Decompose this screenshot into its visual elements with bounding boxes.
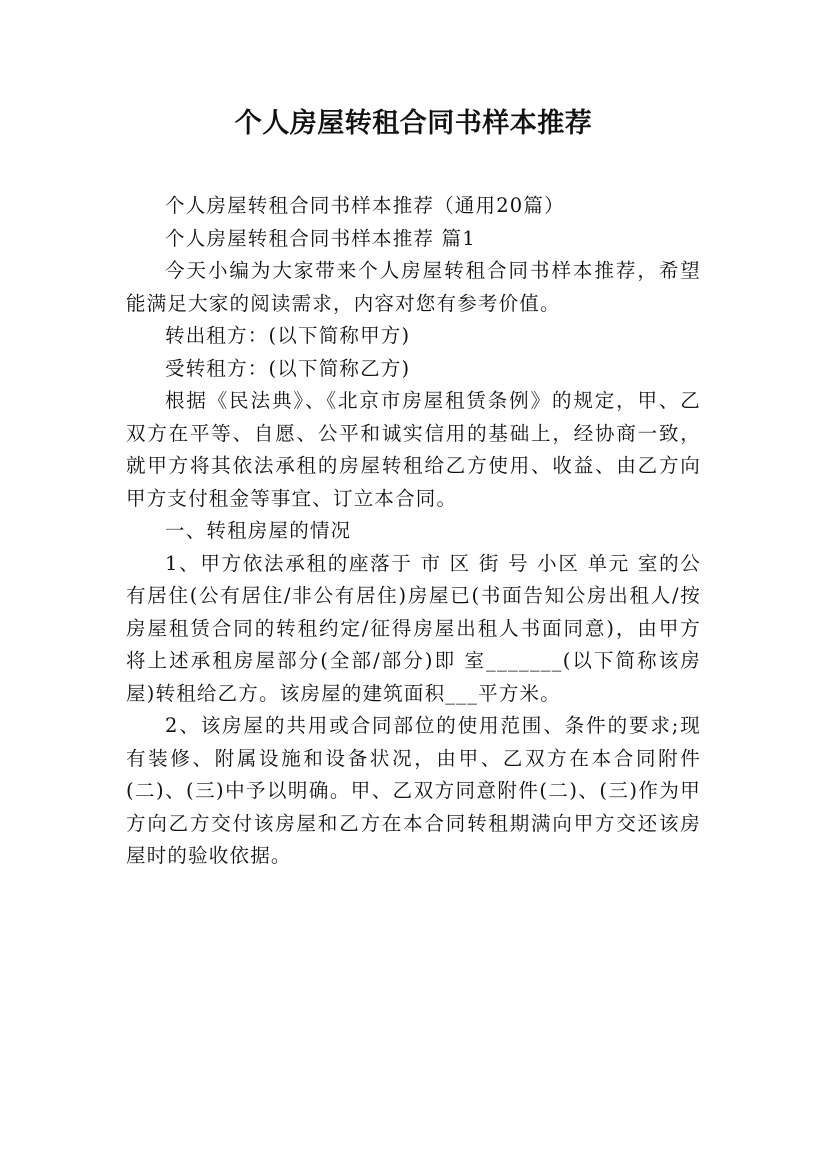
paragraph-clause-2: 2、该房屋的共用或合同部位的使用范围、条件的要求;现有装修、附属设施和设备状况，由甲、乙双方在本合同附件(二)、(三)中予以明确。甲、乙双方同意附件(二)、(三)作为甲方向乙方交付该房屋和乙方在本合同转租期满向甲方交还该房屋时的验收依据。 (126, 714, 701, 867)
paragraph-party-b: 受转租方：(以下简称乙方) (165, 356, 411, 380)
document-body (126, 190, 701, 873)
paragraph-intro: 今天小编为大家带来个人房屋转租合同书样本推荐，希望能满足大家的阅读需求，内容对您有参考价值。 (126, 259, 701, 315)
paragraph-basis: 根据《民法典》、《北京市房屋租赁条例》的规定，甲、乙双方在平等、自愿、公平和诚实信用的基础上，经协商一致，就甲方将其依法承租的房屋转租给乙方使用、收益、由乙方向甲方支付租金等事宜、订立本合同。 (126, 389, 701, 510)
paragraph-party-a: 转出租方：(以下简称甲方) (165, 324, 411, 347)
document-title: 个人房屋转租合同书样本推荐 (234, 108, 593, 139)
paragraph-clause-heading: 一、转租房屋的情况 (165, 519, 352, 542)
paragraph-subtitle: 个人房屋转租合同书样本推荐（通用20篇） (165, 194, 565, 217)
paragraph-section-heading: 个人房屋转租合同书样本推荐 篇1 (165, 226, 476, 250)
paragraph-clause-1: 1、甲方依法承租的座落于 市 区 街 号 小区 单元 室的公有居住(公有居住/非公有居住)房屋已(书面告知公房出租人/按房屋租赁合同的转租约定/征得房屋出租人书面同意)，由甲方将上述承租房屋部分(全部/部分)即 室_______(以下简称该房屋)转租给乙方。该房屋的建筑面积___平方米。 (126, 551, 701, 705)
